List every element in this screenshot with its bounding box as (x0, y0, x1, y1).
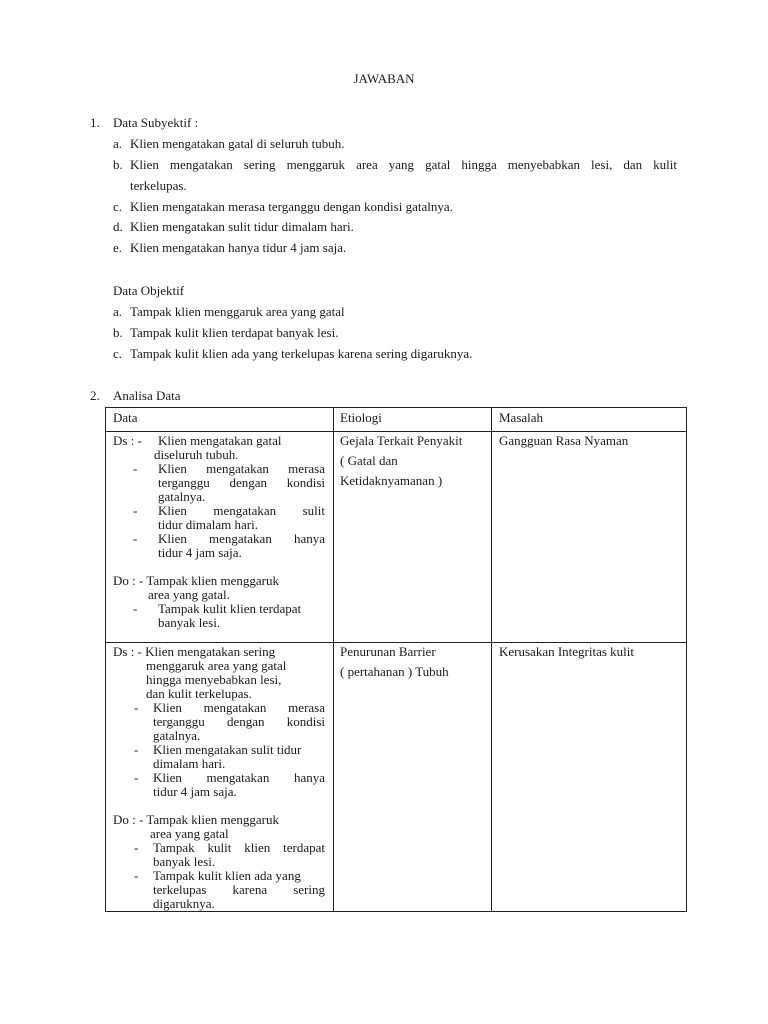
table-row (106, 432, 687, 643)
row2-masalah-cell: Kerusakan Integritas kulit (492, 643, 687, 912)
row1-do-prefix: Do : - Tampak klien menggaruk (113, 573, 280, 588)
header-data: Data (106, 408, 334, 432)
header-etiologi: Etiologi (334, 408, 492, 432)
analysis-table (105, 407, 687, 912)
table-header-row (106, 408, 687, 432)
section-1-title: Data Subyektif : (113, 115, 199, 130)
page-title: JAWABAN (353, 71, 415, 86)
section-2-title: Analisa Data (113, 388, 181, 403)
header-masalah: Masalah (492, 408, 687, 432)
row2-etiologi-cell: Penurunan Barrier ( pertahanan ) Tubuh (334, 643, 492, 912)
section-2-number: 2. (90, 388, 100, 403)
row1-ds-prefix: Ds : - (113, 433, 142, 448)
table-row (106, 643, 687, 912)
section-1-number: 1. (90, 115, 100, 130)
row1-etiologi-cell: Gejala Terkait Penyakit ( Gatal dan Ketidaknyamanan ) (334, 432, 492, 643)
row2-ds-prefix: Ds : - Klien mengatakan sering (113, 644, 276, 659)
row1-data-cell: Ds : - Klien mengatakan gatal diseluruh tubuh. - Klien mengatakan merasa terganggu dengan kondisi gatalnya. - Klien mengatakan sulit tidur dimalam hari. - Klien mengatakan hanya tidur 4 jam saja. Do : - Tampak klien menggaruk area yang gatal. - Tampak kulit klien terdapat banyak lesi. (106, 432, 334, 643)
row2-do-prefix: Do : - Tampak klien menggaruk (113, 812, 280, 827)
objective-heading: Data Objektif (113, 283, 185, 298)
row1-masalah-cell: Gangguan Rasa Nyaman (492, 432, 687, 643)
row2-data-cell: Ds : - Klien mengatakan sering menggaruk area yang gatal hingga menyebabkan lesi, dan kulit terkelupas. - Klien mengatakan merasa terganggu dengan kondisi gatalnya. - Klien mengatakan sulit tidur dimalam hari. - Klien mengatakan hanya tidur 4 jam saja. Do : - Tampak klien menggaruk area yang gatal - Tampak kulit klien terdapat banyak lesi. - Tampak kulit klien ada yang terkelupas karena sering digaruknya. (106, 643, 334, 912)
